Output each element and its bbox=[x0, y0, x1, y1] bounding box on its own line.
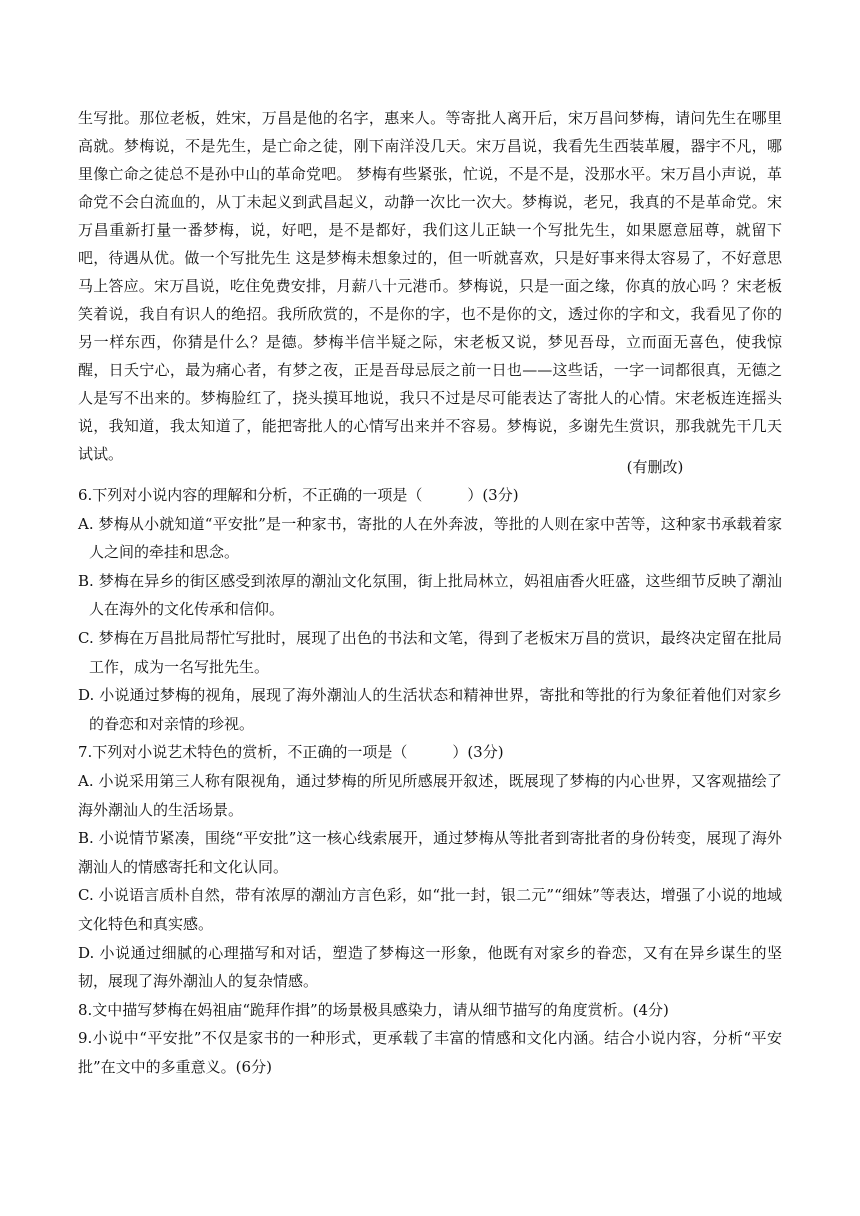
question-6-stem: 6.下列对小说内容的理解和分析，不正确的一项是（ ）(3分) bbox=[78, 486, 519, 504]
questions-section bbox=[78, 481, 782, 1081]
question-6-option-d: D. 小说通过梦梅的视角，展现了海外潮汕人的生活状态和精神世界，寄批和等批的行为象征着他们对家乡的眷恋和对亲情的珍视。 bbox=[78, 686, 782, 733]
question-6-option-a: A. 梦梅从小就知道“平安批”是一种家书，寄批的人在外奔波，等批的人则在家中苦等，这种家书承载着家人之间的牵挂和思念。 bbox=[78, 514, 782, 562]
question-7-option-d: D. 小说通过细腻的心理描写和对话，塑造了梦梅这一形象，他既有对家乡的眷恋，又有在异乡谋生的坚韧，展现了海外潮汕人的复杂情感。 bbox=[78, 943, 782, 991]
question-7-stem: 7.下列对小说艺术特色的赏析，不正确的一项是（ ）(3分) bbox=[78, 743, 504, 762]
question-9: 9.小说中“平安批”不仅是家书的一种形式，更承载了丰富的情感和文化内涵。结合小说内容，分析“平安批”在文中的多重意义。(6分) bbox=[78, 1029, 782, 1076]
question-7-option-c: C. 小说语言质朴自然，带有浓厚的潮汕方言色彩，如“批一封，银二元”“细妹”等表达，增强了小说的地域文化特色和真实感。 bbox=[78, 886, 782, 933]
question-6-option-c: C. 梦梅在万昌批局帮忙写批时，展现了出色的书法和文笔，得到了老板宋万昌的赏识，最终决定留在批局工作，成为一名写批先生。 bbox=[78, 628, 782, 676]
reading-passage: 生写批。那位老板，姓宋，万昌是他的名字，惠来人。等寄批人离开后，宋万昌问梦梅，请问先生在哪里高就。梦梅说，不是先生，是亡命之徒，刚下南洋没几天。宋万昌说，我看先生西装革履，器宇不凡，哪里像亡命之徒总不是孙中山的革命党吧。 梦梅有些紧张，忙说，不是不是，没那水平。宋万昌小声说，革命党不会白流血的，从丁未起义到武昌起义，动静一次比一次大。梦梅说，老兄，我真的不是革命党。宋万昌重新打量一番梦梅，说，好吧，是不是都好，我们这儿正缺一个写批先生，如果愿意屈尊，就留下吧，待遇从优。做一个写批先生 这是梦梅未想象过的，但一听就喜欢，只是好事来得太容易了，不好意思马上答应。宋万昌说，吃住免费安排，月薪八十元港币。梦梅说，只是一面之缘，你真的放心吗 ？宋老板笑着说，我自有识人的绝招。我所欣赏的，不是你的字，也不是你的文，透过你的字和文，我看见了你的另一样东西，你猜是什么？是德。梦梅半信半疑之际，宋老板又说，梦见吾母，立而面无喜色，使我惊醒，日夭宁心，最为痛心者，有梦之夜，正是吾母忌辰之前一日也——这些话，一字一词都很真，无德之人是写不出来的。梦梅脸红了，挠头摸耳地说，我只不过是尽可能表达了寄批人的心情。宋老板连连摇头说，我知道，我太知道了，能把寄批人的心情写出来并不容易。梦梅说，多谢先生赏识，那我就先干几天试试。 bbox=[78, 109, 782, 463]
question-6-option-b: B. 梦梅在异乡的街区感受到浓厚的潮汕文化氛围，街上批局林立，妈祖庙香火旺盛，这些细节反映了潮汕人在海外的文化传承和信仰。 bbox=[78, 571, 782, 619]
question-8: 8.文中描写梦梅在妈祖庙“跪拜作揖”的场景极具感染力，请从细节描写的角度赏析。(4分) bbox=[78, 1000, 669, 1019]
question-7-option-b: B. 小说情节紧凑，围绕“平安批”这一核心线索展开，通过梦梅从等批者到寄批者的身份转变，展现了海外潮汕人的情感寄托和文化认同。 bbox=[78, 829, 782, 876]
source-note: (有删改) bbox=[626, 458, 684, 476]
question-7-option-a: A. 小说采用第三人称有限视角，通过梦梅的所见所感展开叙述，既展现了梦梅的内心世界，又客观描绘了海外潮汕人的生活场景。 bbox=[78, 771, 782, 819]
